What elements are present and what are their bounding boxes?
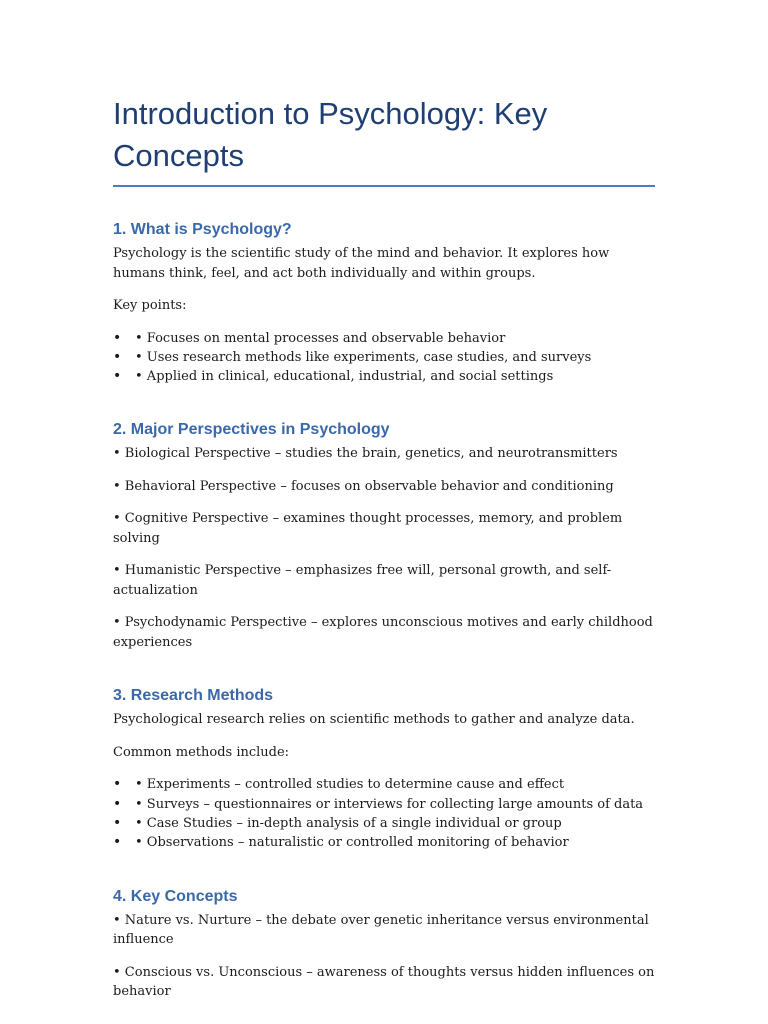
perspective-paragraph: • Biological Perspective – studies the brain, genetics, and neurotransmitters — [113, 446, 618, 462]
document-page — [113, 93, 655, 1002]
perspective-paragraph: • Behavioral Perspective – focuses on observable behavior and conditioning — [113, 478, 614, 494]
section-heading: 3. Research Methods — [113, 687, 274, 705]
section-key-concepts — [113, 886, 655, 1002]
list-item: • • Case Studies – in-depth analysis of a single individual or group — [113, 814, 655, 833]
section-research-methods — [113, 685, 655, 852]
list-item: • • Observations – naturalistic or controlled monitoring of behavior — [113, 833, 655, 852]
list-item: • • Applied in clinical, educational, industrial, and social settings — [113, 367, 655, 386]
list-item: • • Experiments – controlled studies to determine cause and effect — [113, 775, 655, 794]
concept-paragraph: • Conscious vs. Unconscious – awareness of thoughts versus hidden influences on behavior — [113, 964, 655, 1000]
section-heading: 1. What is Psychology? — [113, 221, 292, 238]
section-major-perspectives — [113, 419, 655, 652]
perspective-paragraph: • Cognitive Perspective – examines thought processes, memory, and problem solving — [113, 511, 623, 546]
concept-paragraph: • Nature vs. Nurture – the debate over genetic inheritance versus environmental influence — [113, 912, 649, 948]
perspective-paragraph: • Humanistic Perspective – emphasizes free will, personal growth, and self-actualization — [113, 563, 612, 598]
methods-list — [113, 775, 655, 852]
section-heading: 2. Major Perspectives in Psychology — [113, 421, 390, 439]
list-item: • • Uses research methods like experiments, case studies, and surveys — [113, 348, 655, 367]
document-title: Introduction to Psychology: Key Concepts — [113, 93, 655, 187]
list-label: Common methods include: — [113, 744, 290, 760]
list-item: • • Focuses on mental processes and observable behavior — [113, 329, 655, 348]
section-heading: 4. Key Concepts — [113, 887, 238, 905]
section-what-is-psychology — [113, 219, 655, 386]
section-intro: Psychology is the scientific study of the mind and behavior. It explores how humans think, feel, and act both individually and within groups. — [113, 246, 610, 281]
perspective-paragraph: • Psychodynamic Perspective – explores unconscious motives and early childhood experiences — [113, 615, 653, 650]
key-points-list — [113, 329, 655, 387]
list-item: • • Surveys – questionnaires or interviews for collecting large amounts of data — [113, 795, 655, 814]
section-intro: Psychological research relies on scientific methods to gather and analyze data. — [113, 712, 635, 728]
list-label: Key points: — [113, 298, 187, 313]
